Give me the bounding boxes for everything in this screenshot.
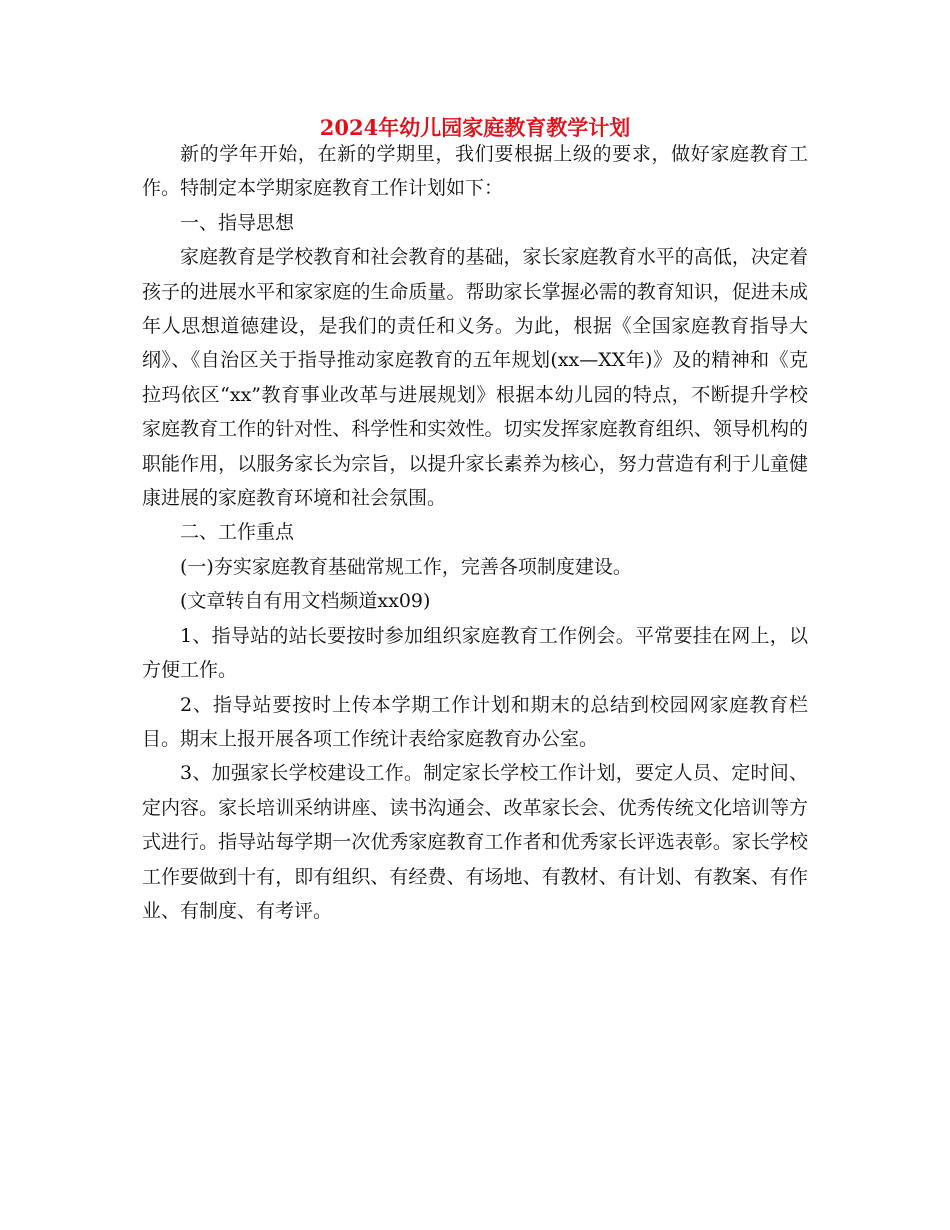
list-item-2: 2、指导站要按时上传本学期工作计划和期末的总结到校园网家庭教育栏目。期末上报开展各项工作统计表给家庭教育办公室。 xyxy=(142,693,808,750)
section-heading-guiding-ideology: 一、指导思想 xyxy=(180,211,295,234)
intro-paragraph: 新的学年开始，在新的学期里，我们要根据上级的要求，做好家庭教育工作。特制定本学期家庭教育工作计划如下： xyxy=(142,143,808,200)
source-note: (文章转自有用文档频道xx09) xyxy=(180,590,431,613)
list-item-3: 3、加强家长学校建设工作。制定家长学校工作计划，要定人员、定时间、定内容。家长培训采纳讲座、读书沟通会、改革家长会、优秀传统文化培训等方式进行。指导站每学期一次优秀家庭教育工作者和优秀家长评选表彰。家长学校工作要做到十有，即有组织、有经费、有场地、有教材、有计划、有教案、有作业、有制度、有考评。 xyxy=(142,762,808,922)
subsection-heading-1: (一)夯实家庭教育基础常规工作，完善各项制度建设。 xyxy=(180,555,632,578)
document-body xyxy=(142,137,808,928)
document-title: 2024年幼儿园家庭教育教学计划 xyxy=(319,115,631,140)
section-heading-work-focus: 二、工作重点 xyxy=(180,521,295,544)
list-item-1: 1、指导站的站长要按时参加组织家庭教育工作例会。平常要挂在网上，以方便工作。 xyxy=(142,624,808,682)
guiding-ideology-paragraph: 家庭教育是学校教育和社会教育的基础，家长家庭教育水平的高低，决定着孩子的进展水平和家家庭的生命质量。帮助家长掌握必需的教育知识，促进未成年人思想道德建设，是我们的责任和义务。为此，根据《全国家庭教育指导大纲》、《自治区关于指导推动家庭教育的五年规划(xx—XX年)》及的精神和《克拉玛依区“xx”教育事业改革与进展规划》根据本幼儿园的特点，不断提升学校家庭教育工作的针对性、科学性和实效性。切实发挥家庭教育组织、领导机构的职能作用，以服务家长为宗旨，以提升家长素养为核心，努力营造有利于儿童健康进展的家庭教育环境和社会氛围。 xyxy=(142,246,808,510)
